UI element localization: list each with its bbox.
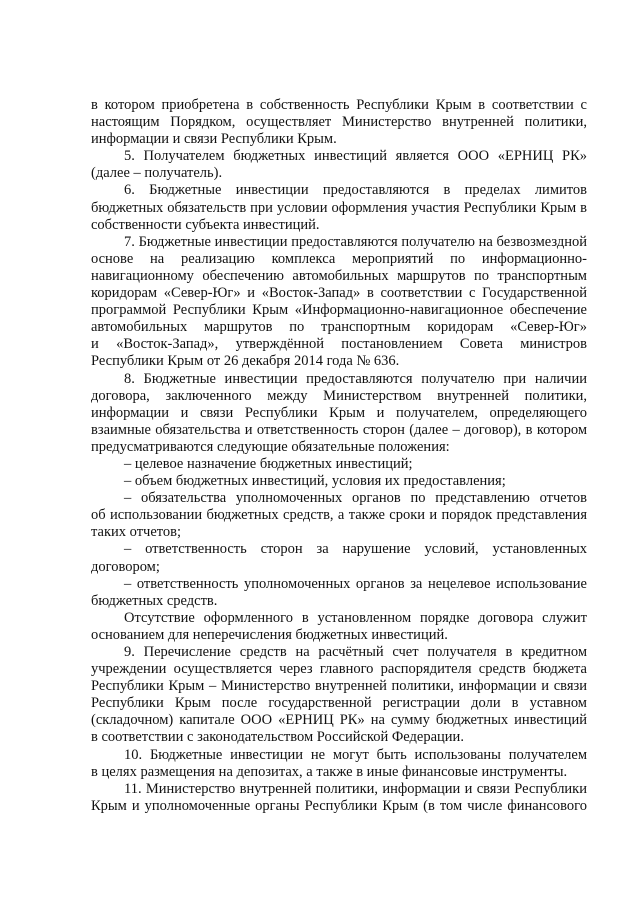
text-line: программой Республики Крым «Информационно-навигационное обеспечение [91,302,587,319]
list-item [91,490,587,541]
text-line: – целевое назначение бюджетных инвестиций; [124,455,413,472]
text-line: автомобильных маршрутов по транспортным коридорам «Север-Юг» [91,319,587,336]
text-line: 7. Бюджетные инвестиции предоставляются получателю на безвозмездной [124,233,587,250]
text-line: навигационному обеспечению автомобильных маршрутов по транспортным [91,267,587,284]
paragraph-11 [91,781,587,815]
text-line: 9. Перечисление средств на расчётный счет получателя в кредитном [124,644,587,660]
text-line: Республики Крым после государственной регистрации доли в уставном [91,695,587,712]
text-line: бюджетных обязательств при условии оформления участия Республики Крым в [91,199,587,216]
text-line: коридорам «Север-Юг» и «Восток-Запад» в соответствии с Государственной [91,285,587,302]
text-line: – обязательства уполномоченных органов по представлению отчетов [124,490,587,507]
text-line: – объем бюджетных инвестиций, условия их предоставления; [124,473,506,490]
text-line: Республики Крым от 26 декабря 2014 года № 636. [91,353,400,370]
text-line: в котором приобретена в собственность Республики Крым в соответствии с [91,97,587,113]
text-line: – ответственность сторон за нарушение условий, установленных [124,541,587,558]
text-line: бюджетных средств. [91,592,218,609]
text-line: (складочном) капитале ООО «ЕРНИЦ РК» на сумму бюджетных инвестиций [91,712,587,729]
paragraph-8 [91,371,587,456]
list-item [91,473,587,490]
text-line: собственности субъекта инвестиций. [91,216,320,233]
list-item [91,456,587,473]
paragraph-5 [91,148,587,182]
text-line: (далее – получатель). [91,165,223,182]
paragraph-intro [91,97,587,148]
text-line: основе на реализацию комплекса мероприятий по информационно- [91,250,587,267]
list-item [91,576,587,610]
text-line: предусматриваются следующие обязательные положения: [91,438,450,455]
paragraph-7 [91,234,587,371]
paragraph-9 [91,644,587,747]
text-line: – ответственность уполномоченных органов за нецелевое использование [124,575,587,592]
text-line: настоящим Порядком, осуществляет Министерство внутренней политики, [91,114,587,131]
text-line: Республики Крым – Министерство внутренней политики, информации и связи [91,678,587,695]
text-line: 6. Бюджетные инвестиции предоставляются в пределах лимитов [124,182,587,199]
text-line: Крым и уполномоченные органы Республики Крым (в том числе финансового [91,797,587,814]
text-line: договора, заключенного между Министерством внутренней политики, [91,387,587,404]
text-line: 5. Получателем бюджетных инвестиций является ООО «ЕРНИЦ РК» [124,148,587,165]
paragraph-6 [91,182,587,233]
text-line: и «Восток-Запад», утверждённой постановлением Совета министров [91,336,587,353]
text-line: 11. Министерство внутренней политики, информации и связи Республики [124,780,587,797]
text-line: в соответствии с законодательством Российской Федерации. [91,729,464,746]
text-line: в целях размещения на депозитах, а также в иные финансовые инструменты. [91,763,568,780]
text-line: договором; [91,558,160,575]
list-item [91,541,587,575]
text-line: 10. Бюджетные инвестиции не могут быть использованы получателем [124,746,587,763]
text-line: Отсутствие оформленного в установленном порядке договора служит [124,609,587,626]
text-line: таких отчетов; [91,524,182,541]
text-line: об использовании бюджетных средств, а также сроки и порядок представления [91,507,587,524]
text-line: учреждении осуществляется через главного распорядителя средств бюджета [91,661,587,678]
text-line: взаимные обязательства и ответственность сторон (далее – договор), в котором [91,421,587,438]
text-line: информации и связи Республики Крым. [91,131,337,148]
paragraph-8-note [91,610,587,644]
text-line: 8. Бюджетные инвестиции предоставляются получателю при наличии [124,370,587,387]
text-line: информации и связи Республики Крым и получателем, определяющего [91,404,587,421]
text-line: основанием для неперечисления бюджетных инвестиций. [91,626,448,643]
paragraph-10 [91,747,587,781]
